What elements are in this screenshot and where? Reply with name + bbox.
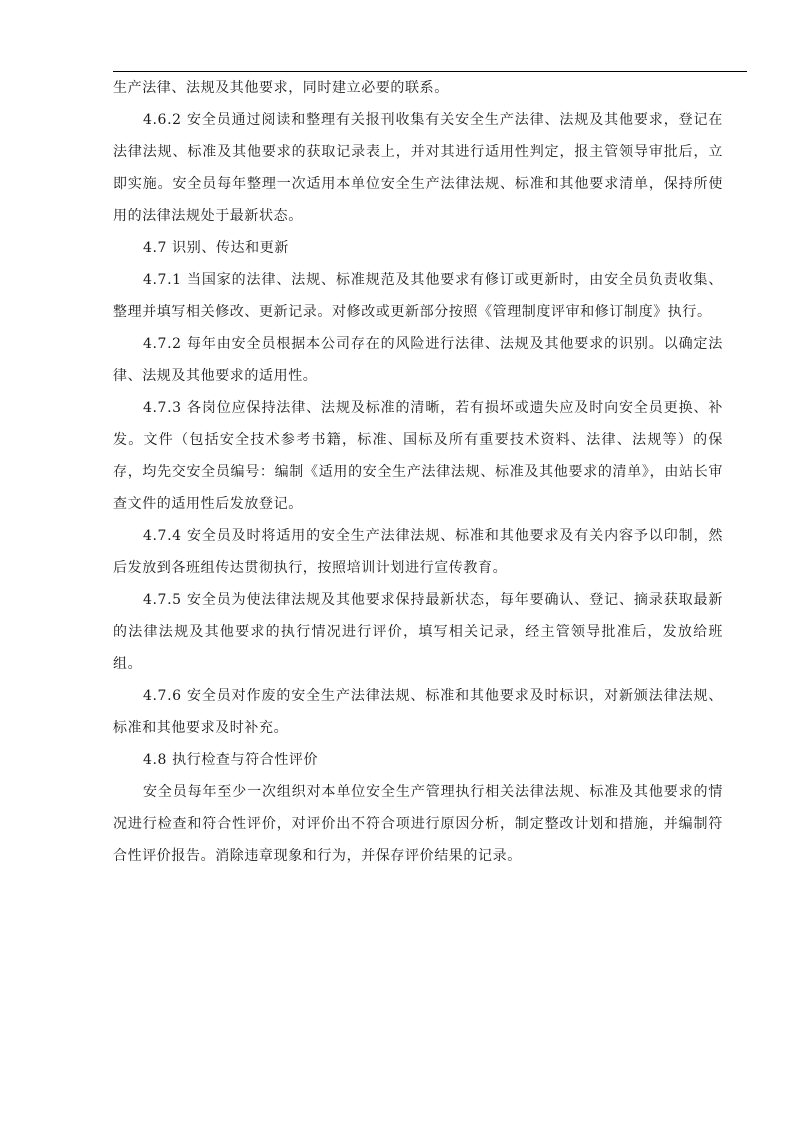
paragraph-4-7-3: 4.7.3 各岗位应保持法律、法规及标准的清晰，若有损坏或遗失应及时向安全员更换、补发。文件（包括安全技术参考书籍，标准、国标及所有重要技术资料、法律、法规等）的保存，均先交安全员编号：编制《适用的安全生产法律法规、标准及其他要求的清单》，由站长审查文件的适用性后发放登记。: [113, 400, 723, 512]
paragraph-4-8-body: 安全员每年至少一次组织对本单位安全生产管理执行相关法律法规、标准及其他要求的情况进行检查和符合性评价，对评价出不符合项进行原因分析，制定整改计划和措施，并编制符合性评价报告。消除违章现象和行为，并保存评价结果的记录。: [113, 784, 723, 864]
paragraph-4-7-5: 4.7.5 安全员为使法律法规及其他要求保持最新状态，每年要确认、登记、摘录获取最新的法律法规及其他要求的执行情况进行评价，填写相关记录，经主管领导批准后，发放给班组。: [113, 592, 723, 672]
paragraph-4-6-2: 4.6.2 安全员通过阅读和整理有关报刊收集有关安全生产法律、法规及其他要求，登记在法律法规、标准及其他要求的获取记录表上，并对其进行适用性判定，报主管领导审批后，立即实施。安全员每年整理一次适用本单位安全生产法律法规、标准和其他要求清单，保持所使用的法律法规处于最新状态。: [113, 112, 723, 224]
paragraph-4-7-4: 4.7.4 安全员及时将适用的安全生产法律法规、标准和其他要求及有关内容予以印制，然后发放到各班组传达贯彻执行，按照培训计划进行宣传教育。: [113, 528, 723, 576]
document-body: [113, 72, 723, 872]
paragraph-continuation: 生产法律、法规及其他要求，同时建立必要的联系。: [113, 80, 449, 96]
paragraph-4-7-2: 4.7.2 每年由安全员根据本公司存在的风险进行法律、法规及其他要求的识别。以确定法律、法规及其他要求的适用性。: [113, 336, 723, 384]
section-heading-4-8: 4.8 执行检查与符合性评价: [143, 752, 319, 768]
section-heading-4-7: 4.7 识别、传达和更新: [143, 240, 289, 256]
paragraph-4-7-6: 4.7.6 安全员对作废的安全生产法律法规、标准和其他要求及时标识，对新颁法律法规、标准和其他要求及时补充。: [113, 688, 723, 736]
paragraph-4-7-1: 4.7.1 当国家的法律、法规、标准规范及其他要求有修订或更新时，由安全员负责收集、整理并填写相关修改、更新记录。对修改或更新部分按照《管理制度评审和修订制度》执行。: [113, 272, 723, 320]
